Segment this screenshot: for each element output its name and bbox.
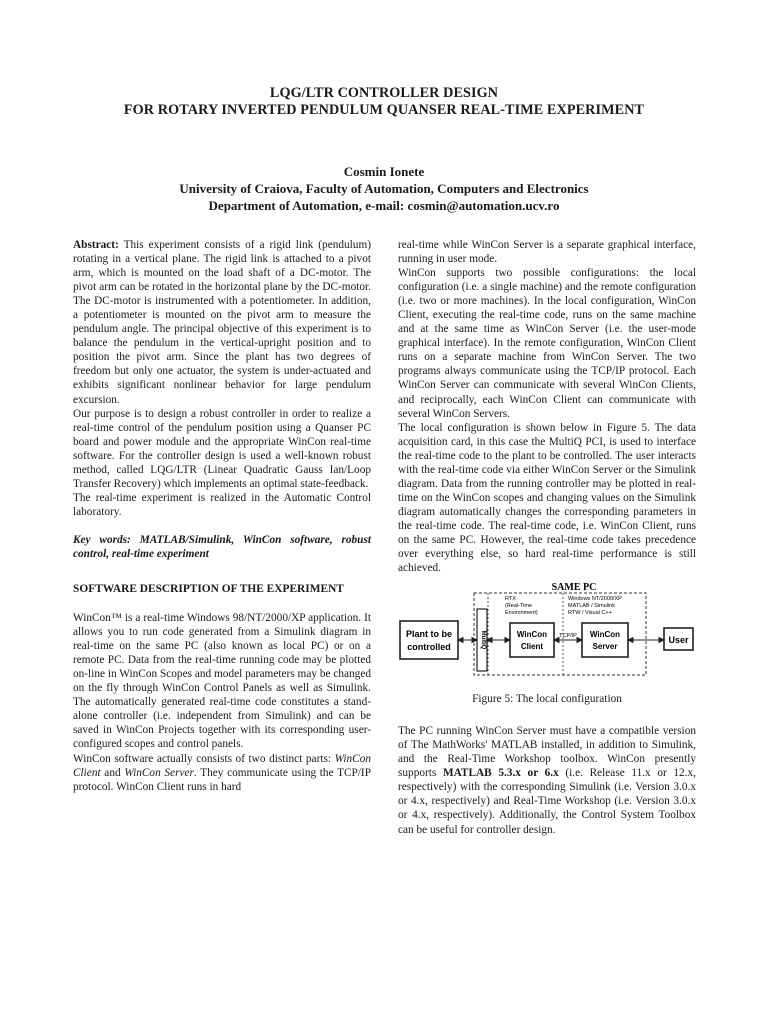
- rtx-label-3: Environment): [505, 610, 538, 617]
- author-name: Cosmin Ionete: [343, 164, 425, 179]
- configuration-diagram: [398, 579, 696, 691]
- title-line-1: LQG/LTR CONTROLLER DESIGN: [269, 85, 499, 101]
- tcpip-label: TCP/IP: [559, 633, 577, 640]
- wincon-client-term: WinCon Client: [73, 752, 371, 779]
- server-label-2: Server: [592, 642, 618, 652]
- plant-label-1: Plant to be: [405, 629, 453, 640]
- arrowhead-multiq-left: [472, 638, 477, 643]
- plant-box: [400, 621, 458, 659]
- abstract-text-1: This experiment consists of a rigid link (pendulum) rotating in a vertical plane. The rigid link is attached to a pivot arm, which is mounted on the load shaft of a DC-motor. The pivot arm can be rotated in the horizontal plane by the DC-motor. The DC-motor is instrumented with a potentiometer. In addition, a potentiometer is mounted on the pivot arm to measure the pendulum angle. The principal objective of this experiment is to balance the pendulum in the vertical-upright position and to position the pivot arm. Since the plant has two degrees of freedom but only one actuator, the system is under-actuated and exhibits significant nonlinear behavior for large pendulum excursion.: [73, 239, 371, 406]
- figure-caption: Figure 5: The local configuration: [472, 693, 622, 706]
- abstract-paragraph-2: Our purpose is to design a robust controller in order to realize a real-time control of the pendulum position using a Quanser PC board and power module and the appropriate WinCon real-time software. For the controller design is used a well-known robust method, called LQG/LTR (Linear Quadratic Gauss Ian/Loop Transfer Recovery) which implements an optimal state-feedback.: [73, 407, 371, 490]
- software-text-c: . They communicate using the TCP/IP protocol. WinCon Client runs in hard: [73, 766, 371, 793]
- server-label-1: WinCon: [589, 630, 621, 640]
- wincon-client-box: [510, 623, 554, 657]
- wincon-server-box: [582, 623, 628, 657]
- right-paragraph-3: The local configuration is shown below in Figure 5. The data acquisition card, in this case the MultiQ PCI, is used to interface the real-time code to the plant to be controlled. The user interacts with the real-time code via either WinCon Server or the Simulink diagram. Data from the running controller may be plotted in real-time on the WinCon scopes and changing values on the Simulink diagram automatically changes the corresponding parameters in the real-time code. The real-time code, i.e. WinCon Client, runs on the same PC. However, the real-time code takes precedence over everything else, so hard real-time performance is still achieved.: [398, 421, 696, 575]
- author-block: [0, 163, 768, 214]
- user-label: User: [668, 635, 689, 646]
- os-label-2: MATLAB / Simulink: [568, 603, 615, 610]
- abstract-paragraph-1: [73, 238, 371, 407]
- client-label-1: WinCon: [516, 630, 548, 640]
- right-paragraph-4: [398, 724, 696, 836]
- author-department: Department of Automation, e-mail: cosmin@automation.ucv.ro: [208, 198, 560, 213]
- paper-title: [0, 85, 768, 119]
- figure-local-configuration: [398, 579, 696, 691]
- right-text-a: The PC running WinCon Server must have a compatible version of The MathWorks' MATLAB installed, in addition to Simulink, and the Real-Time Workshop toolbox. WinCon presently supports: [398, 725, 696, 780]
- abstract-paragraph-3: The real-time experiment is realized in the Automatic Control laboratory.: [73, 491, 371, 518]
- right-text-b: (i.e. Release 11.x or 12.x, respectively) with the corresponding Simulink (i.e. Version 3.0.x or 4.x, respectively) and Real-Time Workshop (i.e. Version 3.0.x or 4.x, respectively). Additionally, the Control System Toolbox can be useful for controller design.: [398, 767, 696, 836]
- os-label: Windows NT/2000/XP: [568, 596, 622, 603]
- left-column: [73, 238, 371, 794]
- right-column: [398, 238, 696, 837]
- title-line-2: FOR ROTARY INVERTED PENDULUM QUANSER REAL-TIME EXPERIMENT: [123, 102, 645, 118]
- client-label-2: Client: [520, 642, 544, 652]
- section-heading-software: SOFTWARE DESCRIPTION OF THE EXPERIMENT: [73, 583, 344, 596]
- software-text-b: and: [100, 766, 125, 779]
- keywords: Key words: MATLAB/Simulink, WinCon software, robust control, real-time experiment: [73, 533, 371, 560]
- right-paragraph-1: real-time while WinCon Server is a separate graphical interface, running in user mode.: [398, 239, 696, 266]
- same-pc-label: SAME PC: [551, 582, 597, 594]
- plant-label-2: controlled: [407, 642, 451, 653]
- os-label-3: RTW / Visual C++: [568, 610, 612, 617]
- software-text-a: WinCon software actually consists of two distinct parts:: [73, 752, 335, 765]
- wincon-server-term: WinCon Server: [124, 766, 194, 779]
- right-paragraph-2: WinCon supports two possible configurations: the local configuration (i.e. a single machine) and the remote configuration (i.e. two or more machines). In the local configuration, WinCon Client, executing the real-time code, runs on the same machine and at the same time as WinCon Server (i.e. the user-mode graphical interface). In the remote configuration, WinCon Client runs on a separate machine from WinCon Server. The two programs always communicate using the TCP/IP protocol. Each WinCon Server can communicate with several WinCon Clients, and reciprocally, each WinCon Client can communicate with several WinCon Servers.: [398, 267, 696, 420]
- rtx-label: RTX: [505, 596, 516, 603]
- software-paragraph-2: [73, 752, 371, 794]
- multiq-label: MultiQ: [480, 630, 486, 650]
- matlab-version-bold: MATLAB 5.3.x or 6.x: [442, 767, 559, 780]
- software-paragraph-1: WinCon™ is a real-time Windows 98/NT/2000/XP application. It allows you to run code generated from a Simulink diagram in real-time on the same PC (also known as local PC) or on a remote PC. Data from the real-time running code may be plotted on-line in WinCon Scopes and model parameters may be changed on the fly through WinCon Control Panels as well as Simulink. The automatically generated real-time code constitutes a stand-alone controller (i.e. independent from Simulink) and can be saved in WinCon Projects together with its corresponding user-configured scopes and control panels.: [73, 612, 371, 751]
- abstract-label: Abstract:: [73, 239, 119, 251]
- author-affiliation: University of Craiova, Faculty of Automation, Computers and Electronics: [179, 181, 589, 196]
- rtx-label-2: (Real-Time: [505, 603, 532, 610]
